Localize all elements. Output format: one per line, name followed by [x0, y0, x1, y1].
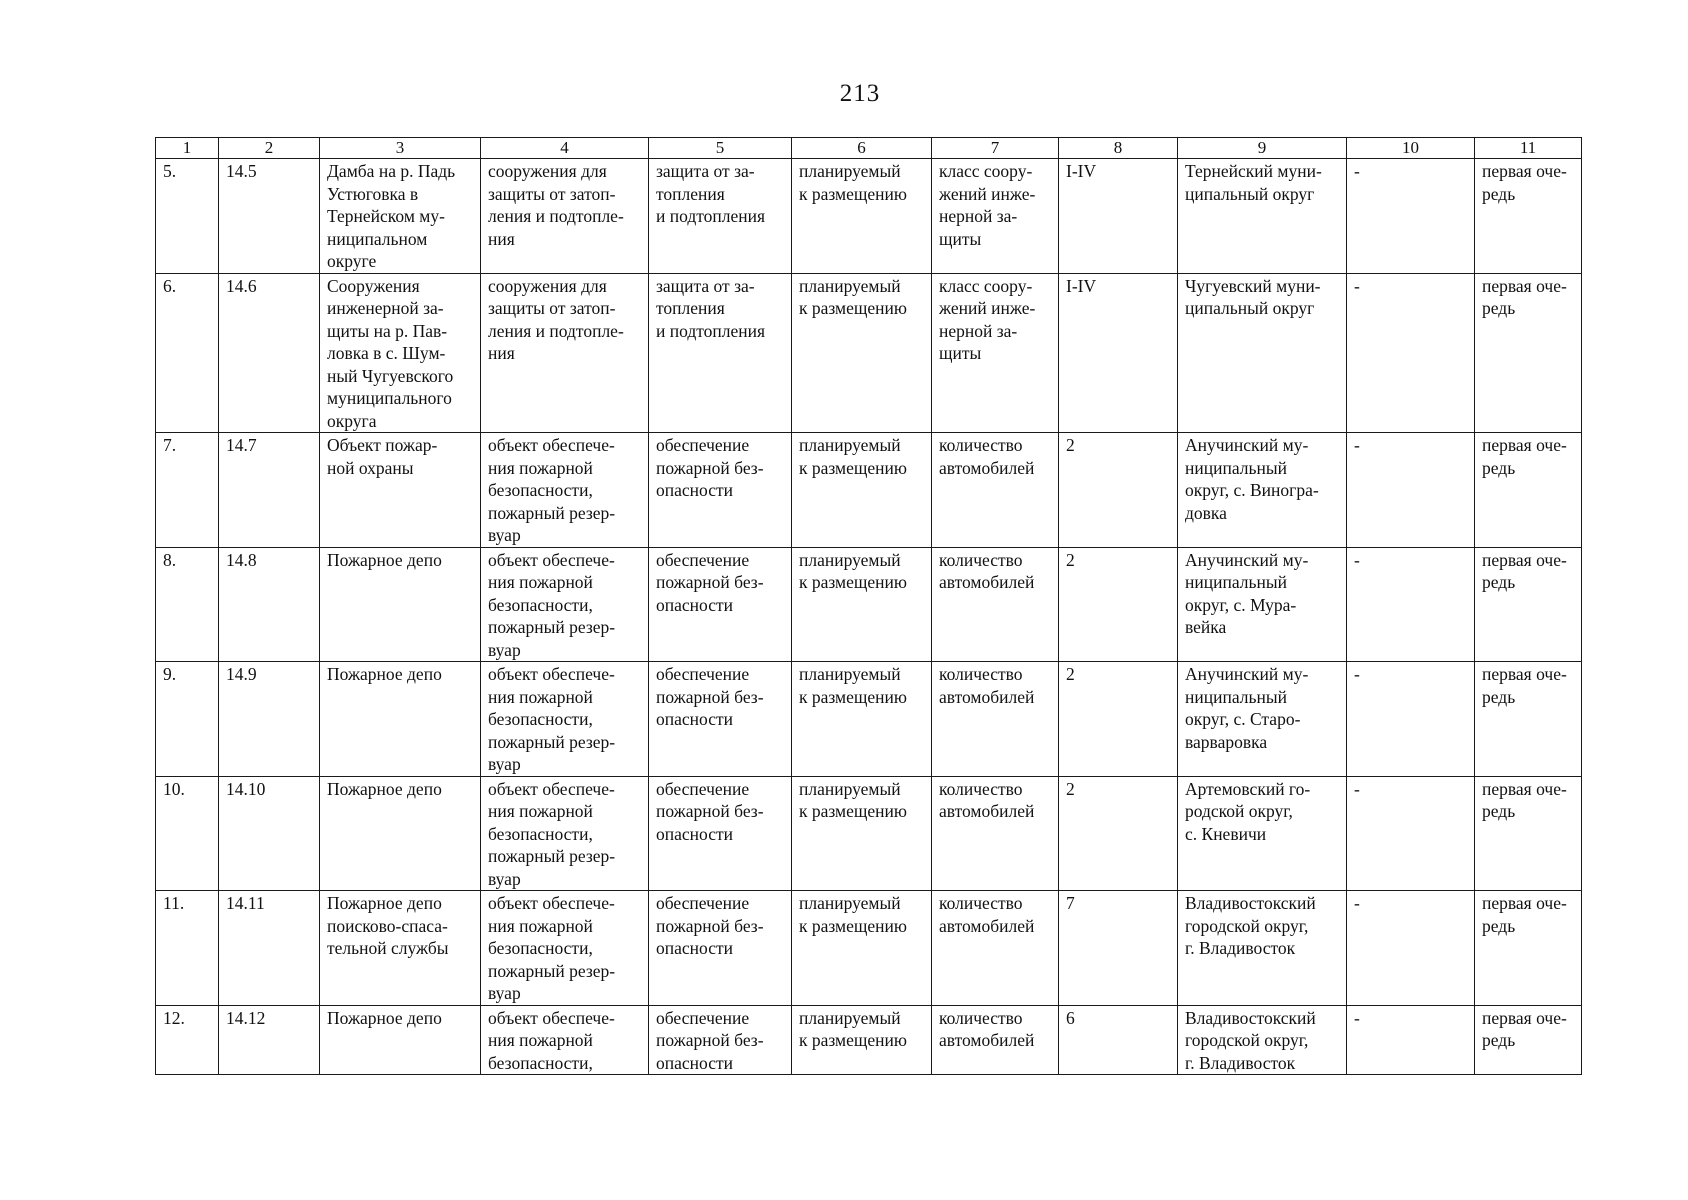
column-header: 10: [1347, 138, 1475, 159]
characteristic-cell: класс соору- жений инже- нерной за- щиты: [932, 159, 1059, 274]
table-row: [156, 433, 1582, 548]
table-row: [156, 776, 1582, 891]
object-code-cell: 14.12: [219, 1005, 320, 1075]
characteristic-cell: количество автомобилей: [932, 433, 1059, 548]
purpose-cell: обеспечение пожарной без- опасности: [649, 433, 792, 548]
column-header: 7: [932, 138, 1059, 159]
column-header: 2: [219, 138, 320, 159]
stage-cell: первая оче- редь: [1475, 776, 1582, 891]
location-cell: Анучинский му- ниципальный округ, с. Мура- вейка: [1178, 547, 1347, 662]
zone-cell: -: [1347, 776, 1475, 891]
object-code-cell: 14.9: [219, 662, 320, 777]
row-number-cell: 12.: [156, 1005, 219, 1075]
object-name-cell: Пожарное депо: [320, 776, 481, 891]
column-header: 3: [320, 138, 481, 159]
objects-table: [155, 137, 1582, 1075]
characteristic-value-cell: 6: [1059, 1005, 1178, 1075]
characteristic-value-cell: 7: [1059, 891, 1178, 1006]
table-row: [156, 273, 1582, 433]
object-type-cell: сооружения для защиты от затоп- ления и подтопле- ния: [481, 273, 649, 433]
table-row: [156, 547, 1582, 662]
location-cell: Артемовский го- родской округ, с. Кневичи: [1178, 776, 1347, 891]
column-header: 1: [156, 138, 219, 159]
characteristic-cell: класс соору- жений инже- нерной за- щиты: [932, 273, 1059, 433]
row-number-cell: 11.: [156, 891, 219, 1006]
status-cell: планируемый к размещению: [792, 662, 932, 777]
table-row: [156, 1005, 1582, 1075]
characteristic-value-cell: I-IV: [1059, 273, 1178, 433]
table-body: [156, 159, 1582, 1075]
object-type-cell: сооружения для защиты от затоп- ления и подтопле- ния: [481, 159, 649, 274]
page-number: 213: [839, 80, 881, 107]
characteristic-value-cell: 2: [1059, 776, 1178, 891]
object-type-cell: объект обеспече- ния пожарной безопасности, пожарный резер- вуар: [481, 662, 649, 777]
object-code-cell: 14.6: [219, 273, 320, 433]
object-code-cell: 14.8: [219, 547, 320, 662]
zone-cell: -: [1347, 547, 1475, 662]
object-type-cell: объект обеспече- ния пожарной безопасности, пожарный резер- вуар: [481, 776, 649, 891]
purpose-cell: обеспечение пожарной без- опасности: [649, 776, 792, 891]
object-name-cell: Объект пожар- ной охраны: [320, 433, 481, 548]
column-header: 8: [1059, 138, 1178, 159]
characteristic-value-cell: 2: [1059, 433, 1178, 548]
stage-cell: первая оче- редь: [1475, 433, 1582, 548]
characteristic-cell: количество автомобилей: [932, 1005, 1059, 1075]
location-cell: Владивостокский городской округ, г. Владивосток: [1178, 1005, 1347, 1075]
purpose-cell: обеспечение пожарной без- опасности: [649, 547, 792, 662]
purpose-cell: обеспечение пожарной без- опасности: [649, 891, 792, 1006]
column-header: 6: [792, 138, 932, 159]
characteristic-cell: количество автомобилей: [932, 547, 1059, 662]
object-code-cell: 14.7: [219, 433, 320, 548]
object-type-cell: объект обеспече- ния пожарной безопасности, пожарный резер- вуар: [481, 891, 649, 1006]
stage-cell: первая оче- редь: [1475, 1005, 1582, 1075]
zone-cell: -: [1347, 662, 1475, 777]
location-cell: Чугуевский муни- ципальный округ: [1178, 273, 1347, 433]
object-name-cell: Пожарное депо: [320, 547, 481, 662]
status-cell: планируемый к размещению: [792, 1005, 932, 1075]
stage-cell: первая оче- редь: [1475, 547, 1582, 662]
object-type-cell: объект обеспече- ния пожарной безопасности, пожарный резер- вуар: [481, 547, 649, 662]
column-header: 9: [1178, 138, 1347, 159]
row-number-cell: 5.: [156, 159, 219, 274]
characteristic-value-cell: I-IV: [1059, 159, 1178, 274]
status-cell: планируемый к размещению: [792, 433, 932, 548]
object-name-cell: Дамба на р. Падь Устюговка в Тернейском му- ниципальном округе: [320, 159, 481, 274]
status-cell: планируемый к размещению: [792, 776, 932, 891]
status-cell: планируемый к размещению: [792, 159, 932, 274]
row-number-cell: 6.: [156, 273, 219, 433]
stage-cell: первая оче- редь: [1475, 273, 1582, 433]
zone-cell: -: [1347, 433, 1475, 548]
row-number-cell: 9.: [156, 662, 219, 777]
object-type-cell: объект обеспече- ния пожарной безопасности,: [481, 1005, 649, 1075]
characteristic-value-cell: 2: [1059, 547, 1178, 662]
object-name-cell: Пожарное депо: [320, 1005, 481, 1075]
purpose-cell: защита от за- топления и подтопления: [649, 159, 792, 274]
object-name-cell: Пожарное депо поисково-спаса- тельной службы: [320, 891, 481, 1006]
purpose-cell: защита от за- топления и подтопления: [649, 273, 792, 433]
zone-cell: -: [1347, 159, 1475, 274]
table-row: [156, 891, 1582, 1006]
status-cell: планируемый к размещению: [792, 547, 932, 662]
location-cell: Анучинский му- ниципальный округ, с. Старо- варваровка: [1178, 662, 1347, 777]
row-number-cell: 8.: [156, 547, 219, 662]
column-header: 4: [481, 138, 649, 159]
zone-cell: -: [1347, 891, 1475, 1006]
row-number-cell: 7.: [156, 433, 219, 548]
row-number-cell: 10.: [156, 776, 219, 891]
column-header: 11: [1475, 138, 1582, 159]
characteristic-value-cell: 2: [1059, 662, 1178, 777]
stage-cell: первая оче- редь: [1475, 662, 1582, 777]
status-cell: планируемый к размещению: [792, 891, 932, 1006]
zone-cell: -: [1347, 273, 1475, 433]
purpose-cell: обеспечение пожарной без- опасности: [649, 1005, 792, 1075]
object-name-cell: Сооружения инженерной за- щиты на р. Пав- ловка в с. Шум- ный Чугуевского муниципального округа: [320, 273, 481, 433]
location-cell: Владивостокский городской округ, г. Владивосток: [1178, 891, 1347, 1006]
object-name-cell: Пожарное депо: [320, 662, 481, 777]
stage-cell: первая оче- редь: [1475, 891, 1582, 1006]
table-row: [156, 662, 1582, 777]
characteristic-cell: количество автомобилей: [932, 891, 1059, 1006]
location-cell: Тернейский муни- ципальный округ: [1178, 159, 1347, 274]
column-number-header: [156, 138, 1582, 159]
column-header: 5: [649, 138, 792, 159]
object-code-cell: 14.11: [219, 891, 320, 1006]
characteristic-cell: количество автомобилей: [932, 662, 1059, 777]
object-code-cell: 14.10: [219, 776, 320, 891]
object-code-cell: 14.5: [219, 159, 320, 274]
table-row: [156, 159, 1582, 274]
location-cell: Анучинский му- ниципальный округ, с. Виногра- довка: [1178, 433, 1347, 548]
characteristic-cell: количество автомобилей: [932, 776, 1059, 891]
zone-cell: -: [1347, 1005, 1475, 1075]
purpose-cell: обеспечение пожарной без- опасности: [649, 662, 792, 777]
status-cell: планируемый к размещению: [792, 273, 932, 433]
object-type-cell: объект обеспече- ния пожарной безопасности, пожарный резер- вуар: [481, 433, 649, 548]
stage-cell: первая оче- редь: [1475, 159, 1582, 274]
